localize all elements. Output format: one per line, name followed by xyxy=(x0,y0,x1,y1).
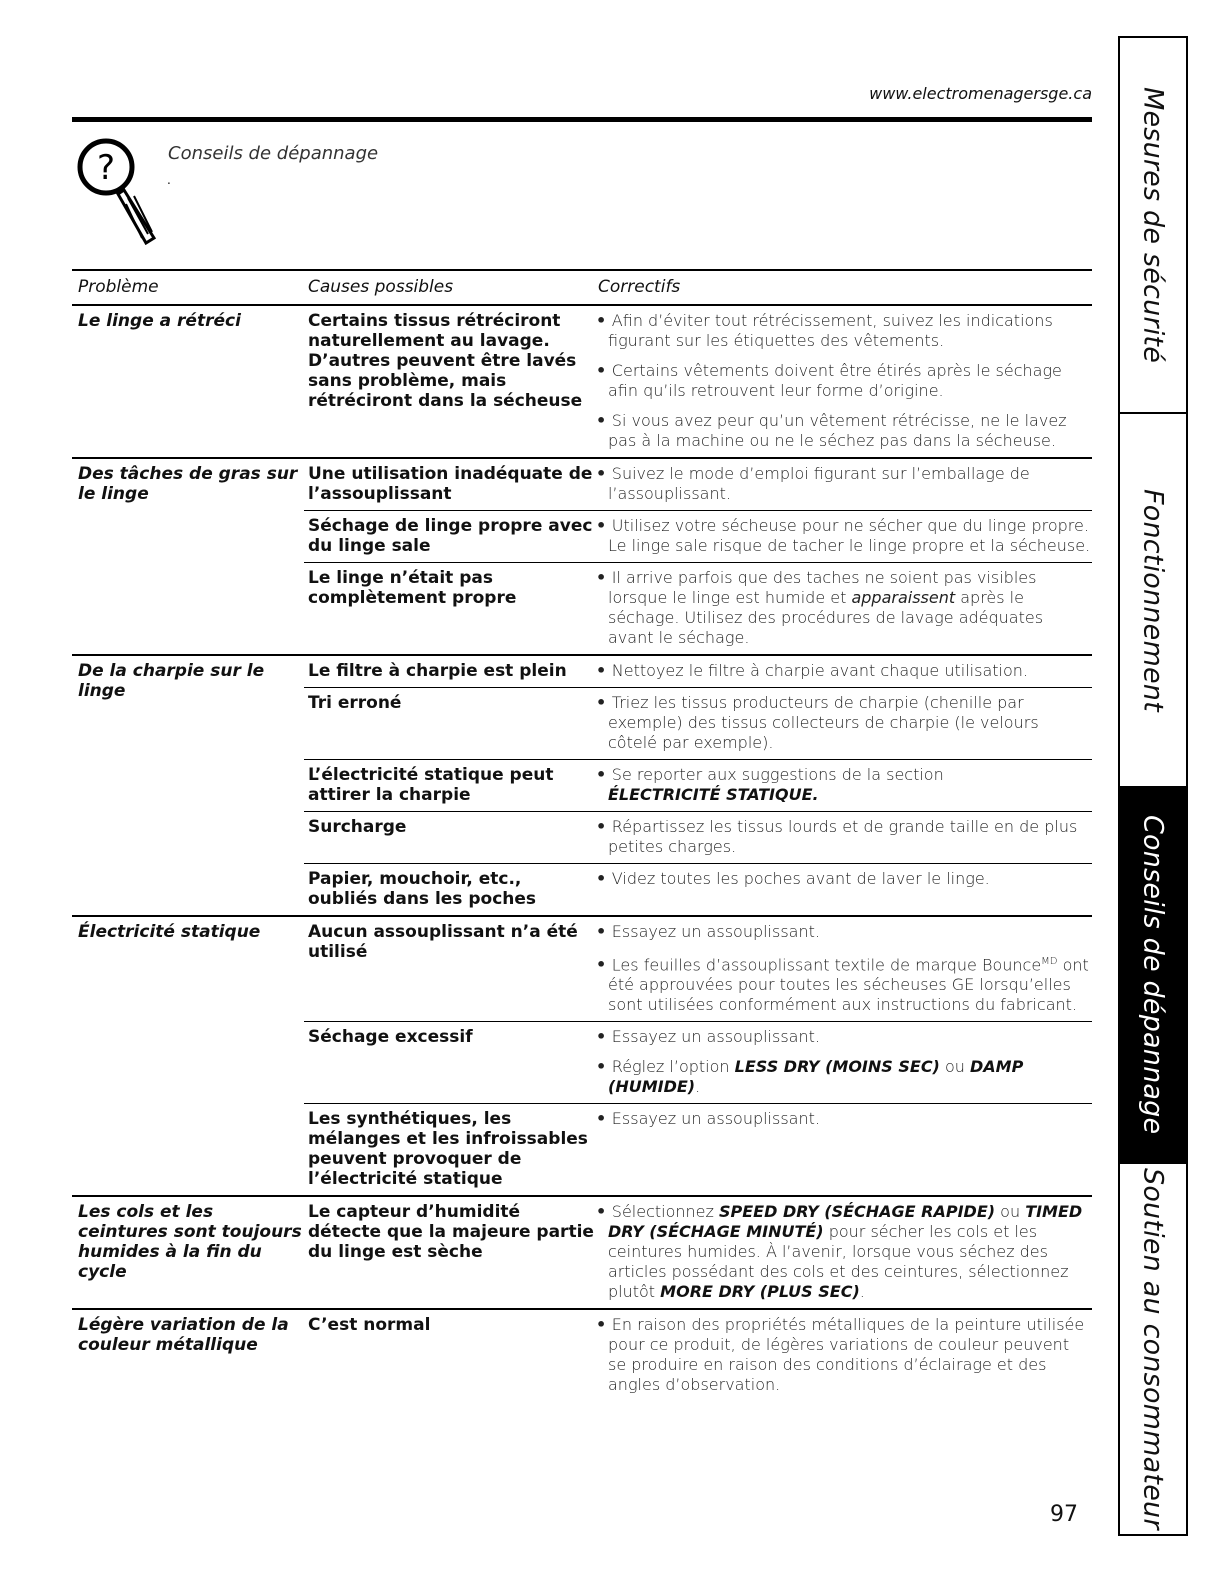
table-row xyxy=(304,510,1092,562)
table-row xyxy=(304,459,1092,510)
page-number: 97 xyxy=(1050,1502,1078,1527)
table-row xyxy=(304,759,1092,811)
side-tab-label: Soutien au consommateur xyxy=(1137,1168,1169,1530)
fixes-list xyxy=(594,922,1092,1015)
cause-text: Une utilisation inadéquate de l’assouplissant xyxy=(308,464,593,504)
problem-label: Des tâches de gras sur le linge xyxy=(78,464,298,504)
fix-item: • Utilisez votre sécheuse pour ne sécher que du linge propre. Le linge sale risque de tacher le linge propre et la sécheuse. xyxy=(594,516,1092,556)
fixes-list xyxy=(594,1109,1092,1189)
fix-item: • Les feuilles d’assouplissant textile de marque Bounce$^{MD}$ ont été approuvées pour toutes les sécheuses GE lorsqu’elles sont utilisées conformément aux instructions du fabricant. xyxy=(594,952,1092,1015)
problem-label: Les cols et les ceintures sont toujours humides à la fin du cycle xyxy=(78,1202,302,1283)
problem-label: Le linge a rétréci xyxy=(78,311,241,331)
fix-item: • Répartissez les tissus lourds et de grande taille en de plus petites charges. xyxy=(594,817,1092,857)
cause-text: Papier, mouchoir, etc., oubliés dans les poches xyxy=(308,869,537,909)
cause-text: C’est normal xyxy=(308,1315,431,1336)
fix-item: • Triez les tissus producteurs de charpie (chenille par exemple) des tissus collecteurs de charpie (le velours côtelé par exemple). xyxy=(594,693,1092,753)
fixes-list xyxy=(594,817,1092,857)
table-row xyxy=(304,687,1092,759)
col-causes-header: Causes possibles xyxy=(308,277,454,297)
fixes-list xyxy=(594,765,1092,805)
side-tab-3[interactable] xyxy=(1120,1164,1186,1534)
table-row xyxy=(304,1310,1092,1401)
fixes-list xyxy=(594,869,1092,909)
side-tab-1[interactable] xyxy=(1120,414,1186,788)
fix-emphasis: ÉLECTRICITÉ STATIQUE. xyxy=(608,785,819,804)
side-tab-0[interactable] xyxy=(1120,38,1186,414)
table-body xyxy=(72,306,1092,1401)
table-row xyxy=(304,863,1092,915)
cause-text: Séchage de linge propre avec du linge sale xyxy=(308,516,593,556)
col-problem-header: Problème xyxy=(78,277,159,297)
side-tab-2[interactable] xyxy=(1120,788,1186,1164)
fix-item: • Afin d’éviter tout rétrécissement, suivez les indications figurant sur les étiquettes des vêtements. xyxy=(594,311,1092,351)
fix-item: • Certains vêtements doivent être étirés après le séchage afin qu’ils retrouvent leur forme d’origine. xyxy=(594,361,1092,401)
side-tab-label: Fonctionnement xyxy=(1137,488,1169,712)
section-dot: . xyxy=(167,173,171,187)
website-url: www.electromenagersge.ca xyxy=(869,84,1092,103)
troubleshooting-table xyxy=(72,269,1092,1401)
fixes-list xyxy=(594,568,1092,648)
table-row xyxy=(304,656,1092,687)
fixes-list xyxy=(594,1202,1092,1302)
cause-text: L’électricité statique peut attirer la charpie xyxy=(308,765,554,805)
fixes-list xyxy=(594,1315,1092,1395)
cause-text: Aucun assouplissant n’a été utilisé xyxy=(308,922,578,962)
fix-item: • Suivez le mode d’emploi figurant sur l’emballage de l’assouplissant. xyxy=(594,464,1092,504)
fixes-list xyxy=(594,311,1092,451)
problem-label: Légère variation de la couleur métallique xyxy=(78,1315,289,1356)
cause-text: Certains tissus rétréciront naturellement au lavage. D’autres peuvent être lavés sans problème, mais rétréciront dans la sécheuse xyxy=(308,311,583,411)
col-fixes-header: Correctifs xyxy=(598,277,681,297)
table-row xyxy=(304,306,1092,457)
fixes-list xyxy=(594,516,1092,556)
table-row xyxy=(304,917,1092,1021)
side-nav xyxy=(1118,36,1188,1536)
fix-item: • Essayez un assouplissant. xyxy=(594,1027,1092,1047)
problem-label: Électricité statique xyxy=(78,922,261,942)
problem-label: De la charpie sur le linge xyxy=(78,661,265,701)
fix-item: • Essayez un assouplissant. xyxy=(594,922,1092,942)
fixes-list xyxy=(594,464,1092,504)
cause-text: Le filtre à charpie est plein xyxy=(308,661,567,681)
problem-group xyxy=(72,306,1092,457)
problem-group xyxy=(72,915,1092,1195)
problem-group xyxy=(72,1308,1092,1401)
fixes-list xyxy=(594,693,1092,753)
fixes-list xyxy=(594,1027,1092,1097)
problem-group xyxy=(72,1195,1092,1308)
side-tab-label: Mesures de sécurité xyxy=(1137,86,1169,363)
fixes-list xyxy=(594,661,1092,681)
table-row xyxy=(304,1103,1092,1195)
fix-item: • Il arrive parfois que des taches ne soient pas visibles lorsque le linge est humide et apparaissent après le séchage. Utilisez des procédures de lavage adéquates avant le séchage. xyxy=(594,568,1092,648)
cause-text: Tri erroné xyxy=(308,693,402,713)
table-row xyxy=(304,1197,1092,1308)
table-row xyxy=(304,562,1092,654)
problem-group xyxy=(72,457,1092,654)
table-row xyxy=(304,1021,1092,1103)
fix-item: • Videz toutes les poches avant de laver le linge. xyxy=(594,869,1092,889)
svg-text:?: ? xyxy=(96,148,116,188)
header-rule xyxy=(72,117,1092,122)
fix-item: • Réglez l’option LESS DRY (MOINS SEC) ou DAMP (HUMIDE). xyxy=(594,1057,1092,1097)
fix-item: • Sélectionnez SPEED DRY (SÉCHAGE RAPIDE) ou TIMED DRY (SÉCHAGE MINUTÉ) pour sécher les cols et les ceintures humides. À l’avenir, lorsque vous séchez des articles possédant des cols et des ceintures, sélectionnez plutôt MORE DRY (PLUS SEC). xyxy=(594,1202,1092,1302)
cause-text: Surcharge xyxy=(308,817,407,837)
fix-item: • Se reporter aux suggestions de la section ÉLECTRICITÉ STATIQUE. xyxy=(594,765,1092,805)
fix-item: • Essayez un assouplissant. xyxy=(594,1109,1092,1129)
cause-text: Séchage excessif xyxy=(308,1027,473,1048)
cause-text: Les synthétiques, les mélanges et les infroissables peuvent provoquer de l’électricité statique xyxy=(308,1109,588,1190)
fix-item: • Nettoyez le filtre à charpie avant chaque utilisation. xyxy=(594,661,1092,681)
problem-group xyxy=(72,654,1092,915)
fix-item: • En raison des propriétés métalliques de la peinture utilisée pour ce produit, de légères variations de couleur peuvent se produire en raison des conditions d’éclairage et des angles d’observation. xyxy=(594,1315,1092,1395)
side-tab-label: Conseils de dépannage xyxy=(1137,815,1169,1135)
table-header xyxy=(72,269,1092,306)
cause-text: Le capteur d’humidité détecte que la majeure partie du linge est sèche xyxy=(308,1202,594,1263)
fix-item: • Si vous avez peur qu’un vêtement rétrécisse, ne le lavez pas à la machine ou ne le séchez pas dans la sécheuse. xyxy=(594,411,1092,451)
cause-text: Le linge n’était pas complètement propre xyxy=(308,568,517,608)
section-title: Conseils de dépannage xyxy=(168,143,379,164)
table-row xyxy=(304,811,1092,863)
magnifier-question-icon xyxy=(76,134,176,254)
